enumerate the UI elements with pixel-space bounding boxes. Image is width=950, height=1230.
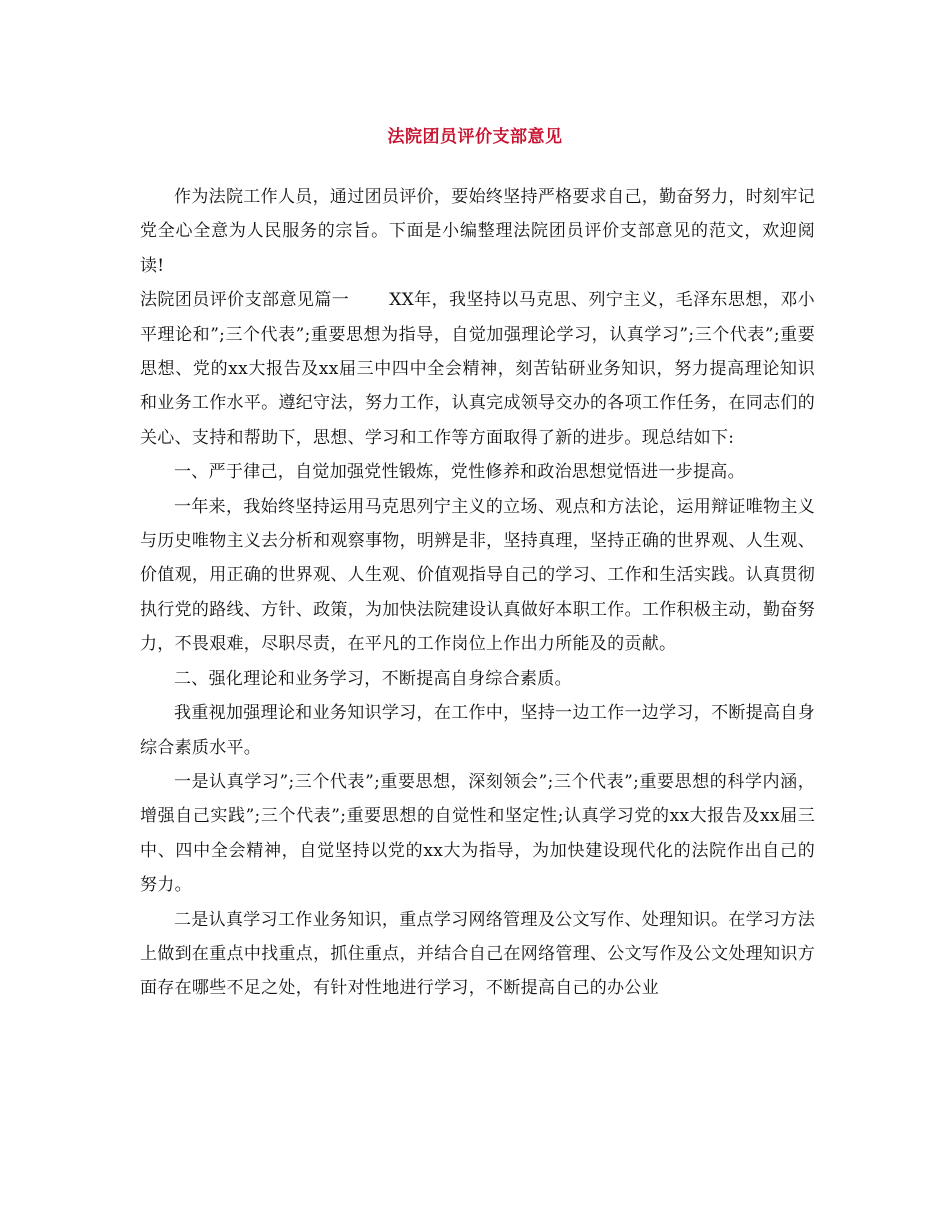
section-paragraph xyxy=(140,283,815,455)
intro-paragraph: 作为法院工作人员，通过团员评价，要始终坚持严格要求自己，勤奋努力，时刻牢记党全心全意为人民服务的宗旨。下面是小编整理法院团员评价支部意见的范文，欢迎阅读! xyxy=(140,187,815,276)
point-two-heading: 二、强化理论和业务学习，不断提高自身综合素质。 xyxy=(174,668,572,689)
document-title: 法院团员评价支部意见 xyxy=(387,127,563,147)
point-one-body: 一年来，我始终坚持运用马克思列宁主义的立场、观点和方法论，运用辩证唯物主义与历史唯物主义去分析和观察事物，明辨是非，坚持真理，坚持正确的世界观、人生观、价值观，用正确的世界观、人生观、价值观指导自己的学习、工作和生活实践。认真贯彻执行党的路线、方针、政策，为加快法院建设认真做好本职工作。工作积极主动，勤奋努力，不畏艰难，尽职尽责，在平凡的工作岗位上作出力所能及的贡献。 xyxy=(140,496,815,655)
document-body xyxy=(140,180,815,1006)
point-two-body: 我重视加强理论和业务知识学习，在工作中，坚持一边工作一边学习，不断提高自身综合素质水平。 xyxy=(140,703,815,758)
point-one-heading: 一、严于律己，自觉加强党性锻炼，党性修养和政治思想觉悟进一步提高。 xyxy=(174,462,745,483)
item-one-paragraph: 一是认真学习”;三个代表”;重要思想，深刻领会”;三个代表”;重要思想的科学内涵，增强自己实践”;三个代表”;重要思想的自觉性和坚定性;认真学习党的xx大报告及xx届三中、四中全会精神，自觉坚持以党的xx大为指导，为加快建设现代化的法院作出自己的努力。 xyxy=(140,771,815,896)
section-text: XX年，我坚持以马克思、列宁主义，毛泽东思想，邓小平理论和”;三个代表”;重要思想为指导，自觉加强理论学习，认真学习”;三个代表”;重要思想、党的xx大报告及xx届三中四中全会精神，刻苦钻研业务知识，努力提高理论知识和业务工作水平。遵纪守法，努力工作，认真完成领导交办的各项工作任务，在同志们的关心、支持和帮助下，思想、学习和工作等方面取得了新的进步。现总结如下: xyxy=(140,290,815,448)
item-two-paragraph: 二是认真学习工作业务知识，重点学习网络管理及公文写作、处理知识。在学习方法上做到在重点中找重点，抓住重点，并结合自己在网络管理、公文写作及公文处理知识方面存在哪些不足之处，有针对性地进行学习，不断提高自己的办公业 xyxy=(140,909,815,999)
section-heading: 法院团员评价支部意见篇一 xyxy=(140,290,350,311)
